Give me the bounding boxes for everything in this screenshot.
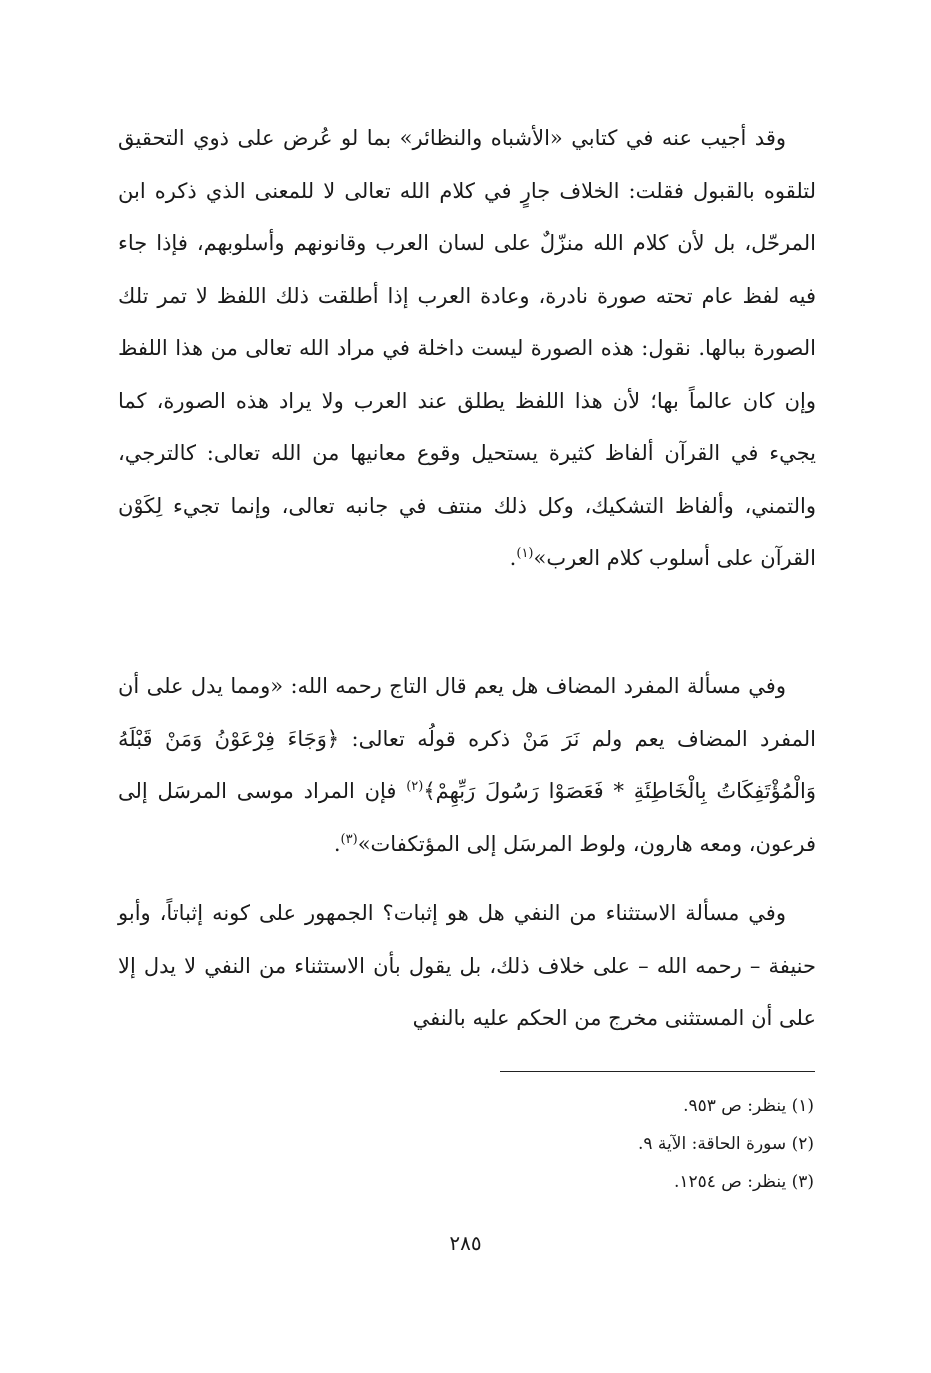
paragraph-3-text: وفي مسألة الاستثناء من النفي هل هو إثبات؟ الجمهور على كونه إثباتاً، وأبو حنيفة – رحمه الله – على خلاف ذلك، بل يقول بأن الاستثناء من النفي لا يدل إلا على أن المستثنى مخرج من الحكم عليه بالنفي bbox=[118, 901, 816, 1030]
paragraph-1-text: وقد أجيب عنه في كتابي «الأشباه والنظائر» بما لو عُرض على ذوي التحقيق لتلقوه بالقبول فقلت: الخلاف جارٍ في كلام الله تعالى لا للمعنى الذي ذكره ابن المرحّل، بل لأن كلام الله منزّلٌ على لسان العرب وقانونهم وأسلوبهم، فإذا جاء فيه لفظ عام تحته صورة نادرة، وعادة العرب إذا أطلقت ذلك اللفظ لا تمر تلك الصورة ببالها. نقول: هذه الصورة ليست داخلة في مراد الله تعالى من هذا اللفظ وإن كان عالماً بها؛ لأن هذا اللفظ يطلق عند العرب ولا يراد هذه الصورة، كما يجيء في القرآن ألفاظ كثيرة يستحيل وقوع معانيها من الله تعالى: كالترجي، والتمني، وألفاظ التشكيك، وكل ذلك منتف في جانبه تعالى، وإنما تجيء لِكَوْن القرآن على أسلوب كلام العرب» bbox=[118, 126, 816, 570]
paragraph-2-text: وفي مسألة المفرد المضاف هل يعم قال التاج رحمه الله: «ومما يدل على أن المفرد المضاف يعم ولم نَرَ مَنْ ذكره قولُه تعالى: ﴿وَجَاءَ فِرْعَوْنُ وَمَنْ قَبْلَهُ وَالْمُؤْتَفِكَاتُ بِالْخَاطِئَةِ * فَعَصَوْا رَسُولَ رَبِّهِمْ﴾ bbox=[118, 674, 816, 803]
paragraph-1-end: . bbox=[509, 546, 517, 570]
footnotes bbox=[118, 1087, 814, 1201]
footnote-separator bbox=[500, 1071, 815, 1072]
footnote-ref-2: (٢) bbox=[406, 779, 424, 794]
footnote-ref-1: (١) bbox=[516, 546, 534, 561]
paragraph-2 bbox=[118, 660, 816, 870]
page-number: ٢٨٥ bbox=[449, 1231, 482, 1255]
paragraph-2-text-continued: فإن المراد موسى المرسَل إلى فرعون، ومعه هارون، ولوط المرسَل إلى المؤتكفات» bbox=[118, 779, 816, 856]
footnote-1: (١) ينظر: ص ٩٥٣. bbox=[683, 1096, 814, 1116]
paragraph-1 bbox=[118, 112, 816, 585]
footnote-ref-3: (٣) bbox=[340, 831, 358, 847]
paragraph-2-end: . bbox=[333, 831, 341, 856]
footnote-3: (٣) ينظر: ص ١٢٥٤. bbox=[673, 1172, 814, 1192]
paragraph-3 bbox=[118, 887, 816, 1045]
footnote-2: (٢) سورة الحاقة: الآية ٩. bbox=[637, 1134, 814, 1154]
